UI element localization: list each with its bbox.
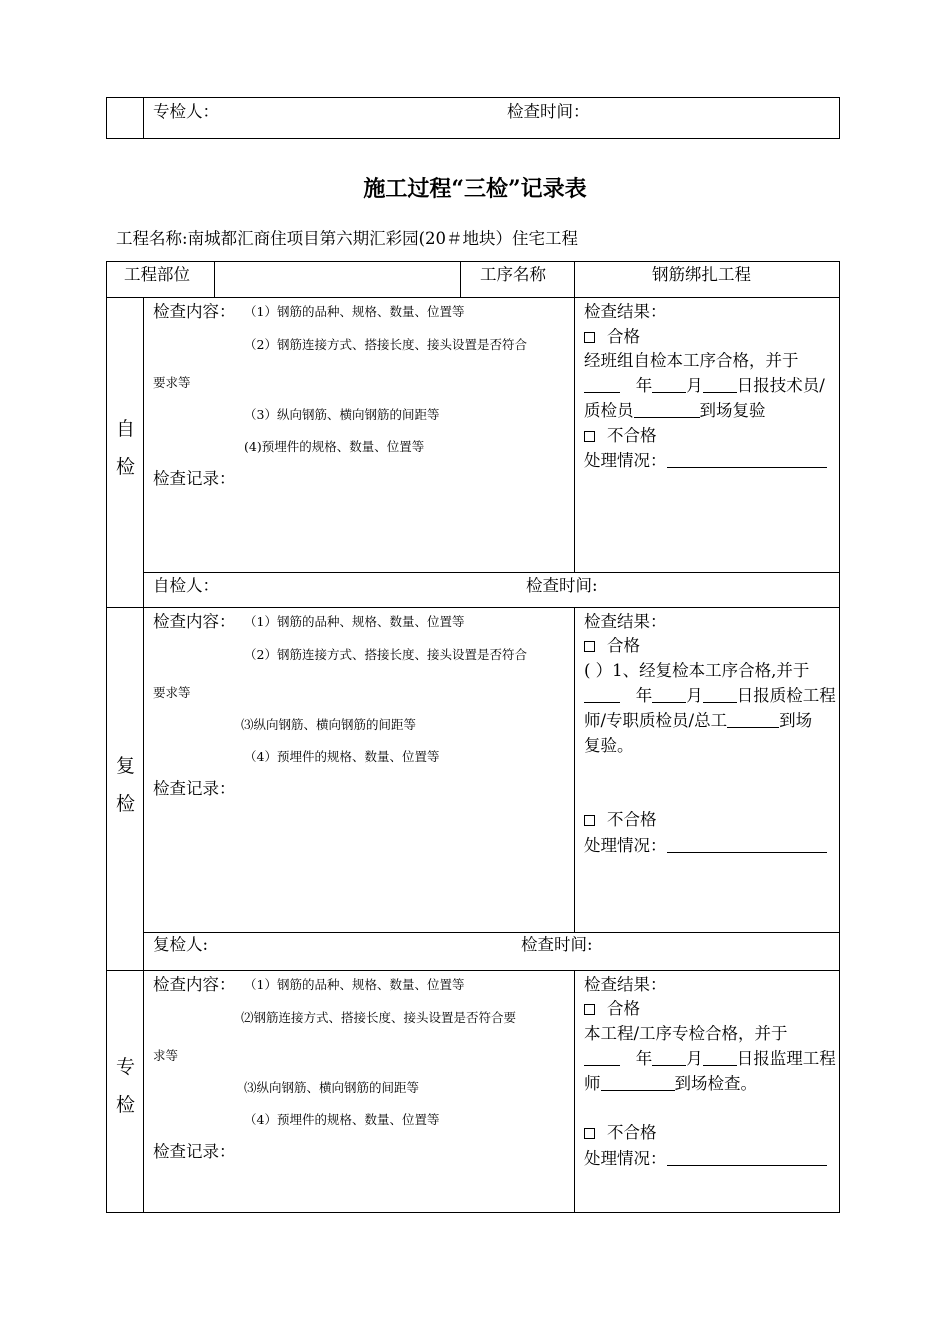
re-item-2b: 要求等: [153, 685, 191, 700]
self-pass-line-3: [584, 403, 766, 420]
special-supervisor-blank[interactable]: [601, 1076, 675, 1091]
re-fail-checkbox[interactable]: [584, 815, 595, 826]
self-arrive-label: 到场复验: [699, 401, 766, 420]
self-fail-checkbox[interactable]: [584, 431, 595, 442]
re-content-label: 检查内容：: [153, 612, 236, 631]
re-pass-label: 合格: [607, 636, 640, 655]
special-item-1: （1）钢筋的品种、规格、数量、位置等: [244, 977, 465, 992]
self-content-label: 检查内容：: [153, 302, 236, 321]
re-day-blank[interactable]: [703, 688, 737, 703]
self-item-3: （3）纵向钢筋、横向钢筋的间距等: [244, 407, 440, 422]
self-month-label: 月: [686, 376, 703, 395]
re-arrive-label: 到场: [779, 711, 813, 730]
re-fail-label: 不合格: [607, 810, 657, 829]
self-item-2a: （2）钢筋连接方式、搭接长度、接头设置是否符合: [244, 337, 527, 352]
project-line: [116, 231, 578, 248]
re-day-label: 日报质检工程: [736, 686, 836, 705]
special-fail-label: 不合格: [607, 1123, 657, 1142]
special-pass-checkbox[interactable]: [584, 1004, 595, 1015]
special-day-blank[interactable]: [703, 1051, 737, 1066]
re-result-label: 检查结果：: [584, 612, 667, 631]
special-item-4: （4）预埋件的规格、数量、位置等: [244, 1112, 440, 1127]
special-record-label: 检查记录：: [153, 1142, 236, 1161]
top-inspector-label: 专检人：: [153, 102, 219, 121]
self-pass-label: 合格: [607, 327, 640, 346]
self-side-label-2: 检: [116, 456, 136, 478]
re-record-label: 检查记录：: [153, 779, 236, 798]
self-month-blank[interactable]: [652, 378, 686, 393]
special-arrive-label: 到场检查。: [674, 1074, 757, 1093]
self-year-blank[interactable]: [584, 378, 620, 393]
special-side-label-1: 专: [116, 1056, 136, 1078]
self-inspector-label: 质检员: [584, 401, 634, 420]
self-pass-text-1: 经班组自检本工序合格，并于: [584, 351, 799, 370]
self-item-4: (4)预埋件的规格、数量、位置等: [244, 439, 425, 454]
special-day-label: 日报监理工程: [736, 1049, 836, 1068]
self-handle-line: [584, 453, 827, 470]
special-pass-line-2: [584, 1051, 836, 1068]
re-pass-text-4: 复验。: [584, 736, 634, 755]
special-pass-option[interactable]: [584, 1001, 640, 1018]
project-name: 南城都汇商住项目第六期汇彩园(20＃地块）住宅工程: [187, 229, 578, 248]
re-pass-option[interactable]: [584, 638, 640, 655]
self-handle-blank[interactable]: [667, 453, 827, 468]
re-item-3: ⑶纵向钢筋、横向钢筋的间距等: [241, 717, 417, 732]
top-time-label: 检查时间：: [507, 102, 590, 121]
special-content-label: 检查内容：: [153, 975, 236, 994]
re-fail-option[interactable]: [584, 812, 657, 829]
self-time-label: 检查时间:: [526, 576, 598, 595]
part-label: 工程部位: [124, 265, 190, 284]
re-month-blank[interactable]: [652, 688, 686, 703]
self-item-2b: 要求等: [153, 375, 191, 390]
special-handle-blank[interactable]: [667, 1151, 827, 1166]
re-handle-line: [584, 838, 827, 855]
special-item-3: ⑶纵向钢筋、横向钢筋的间距等: [244, 1080, 420, 1095]
special-side-label-2: 检: [116, 1094, 136, 1116]
re-item-2a: （2）钢筋连接方式、搭接长度、接头设置是否符合: [244, 647, 527, 662]
self-handle-label: 处理情况：: [584, 451, 667, 470]
re-item-4: （4）预埋件的规格、数量、位置等: [244, 749, 440, 764]
self-day-label: 日报技术员/: [736, 376, 825, 395]
re-pass-line-3: [584, 713, 812, 730]
re-inspector-blank[interactable]: [727, 713, 779, 728]
re-time-label: 检查时间:: [521, 935, 593, 954]
re-year-label: 年: [635, 686, 653, 705]
self-fail-label: 不合格: [607, 426, 657, 445]
project-label: 工程名称:: [116, 229, 188, 248]
re-handle-blank[interactable]: [667, 838, 827, 853]
special-month-blank[interactable]: [652, 1051, 686, 1066]
special-year-label: 年: [635, 1049, 653, 1068]
self-item-1: （1）钢筋的品种、规格、数量、位置等: [244, 304, 465, 319]
re-side-label-1: 复: [116, 755, 136, 777]
process-value: 钢筋绑扎工程: [652, 265, 751, 284]
special-year-blank[interactable]: [584, 1051, 620, 1066]
re-month-label: 月: [686, 686, 703, 705]
special-result-label: 检查结果：: [584, 975, 667, 994]
self-signer-label: 自检人：: [153, 576, 219, 595]
re-pass-line-2: [584, 688, 836, 705]
self-fail-option[interactable]: [584, 428, 657, 445]
re-year-blank[interactable]: [584, 688, 620, 703]
re-pass-checkbox[interactable]: [584, 641, 595, 652]
special-handle-line: [584, 1151, 827, 1168]
special-pass-line-3: [584, 1076, 757, 1093]
special-month-label: 月: [686, 1049, 703, 1068]
self-day-blank[interactable]: [703, 378, 737, 393]
page-title: 施工过程“三检”记录表: [363, 176, 587, 202]
re-inspector-label: 师/专职质检员/总工: [584, 711, 728, 730]
re-signer-label: 复检人:: [153, 935, 209, 954]
self-side-label-1: 自: [116, 418, 136, 440]
special-fail-checkbox[interactable]: [584, 1128, 595, 1139]
self-year-label: 年: [635, 376, 653, 395]
special-pass-label: 合格: [607, 999, 640, 1018]
self-inspector-blank[interactable]: [634, 403, 700, 418]
re-handle-label: 处理情况：: [584, 836, 667, 855]
special-pass-text-1: 本工程/工序专检合格，并于: [584, 1024, 788, 1043]
self-pass-line-2: [584, 378, 825, 395]
re-pass-text-1: ( ）1、经复检本工序合格,并于: [584, 661, 810, 680]
re-item-1: （1）钢筋的品种、规格、数量、位置等: [244, 614, 465, 629]
self-result-label: 检查结果：: [584, 302, 667, 321]
process-label: 工序名称: [480, 265, 546, 284]
self-record-label: 检查记录：: [153, 469, 236, 488]
self-pass-checkbox[interactable]: [584, 332, 595, 343]
special-handle-label: 处理情况：: [584, 1149, 667, 1168]
self-pass-option[interactable]: [584, 329, 640, 346]
special-fail-option[interactable]: [584, 1125, 657, 1142]
re-side-label-2: 检: [116, 793, 136, 815]
special-item-2a: ⑵钢筋连接方式、搭接长度、接头设置是否符合要: [241, 1010, 517, 1025]
special-item-2b: 求等: [153, 1048, 179, 1063]
special-supervisor-label: 师: [584, 1074, 601, 1093]
